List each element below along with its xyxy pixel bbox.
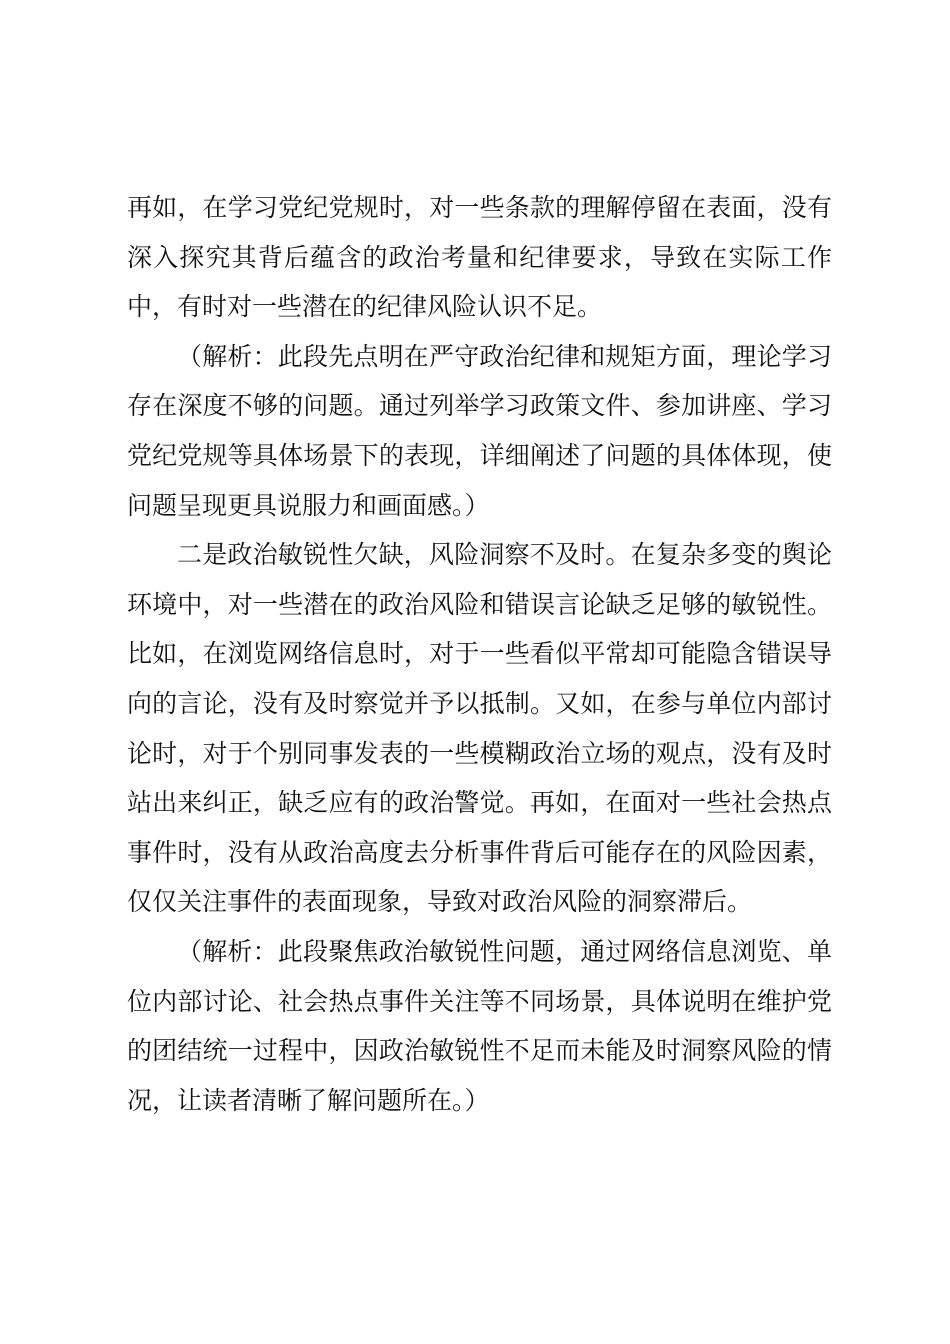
document-body — [127, 183, 832, 1125]
paragraph-analysis-1: （解析：此段先点明在严守政治纪律和规矩方面，理论学习存在深度不够的问题。通过列举学习政策文件、参加讲座、学习党纪党规等具体场景下的表现，详细阐述了问题的具体体现，使问题呈现更具说服力和画面感。） — [127, 341, 832, 520]
paragraph-political-sensitivity: 二是政治敏锐性欠缺，风险洞察不及时。在复杂多变的舆论环境中，对一些潜在的政治风险和错误言论缺乏足够的敏锐性。比如，在浏览网络信息时，对于一些看似平常却可能隐含错误导向的言论，没有及时察觉并予以抵制。又如，在参与单位内部讨论时，对于个别同事发表的一些模糊政治立场的观点，没有及时站出来纠正，缺乏应有的政治警觉。再如，在面对一些社会热点事件时，没有从政治高度去分析事件背后可能存在的风险因素，仅仅关注事件的表面现象，导致对政治风险的洞察滞后。 — [127, 540, 832, 917]
paragraph-analysis-2: （解析：此段聚焦政治敏锐性问题，通过网络信息浏览、单位内部讨论、社会热点事件关注等不同场景，具体说明在维护党的团结统一过程中，因政治敏锐性不足而未能及时洞察风险的情况，让读者清晰了解问题所在。） — [127, 936, 832, 1115]
paragraph-continuation: 再如，在学习党纪党规时，对一些条款的理解停留在表面，没有深入探究其背后蕴含的政治考量和纪律要求，导致在实际工作中，有时对一些潜在的纪律风险认识不足。 — [127, 193, 832, 322]
